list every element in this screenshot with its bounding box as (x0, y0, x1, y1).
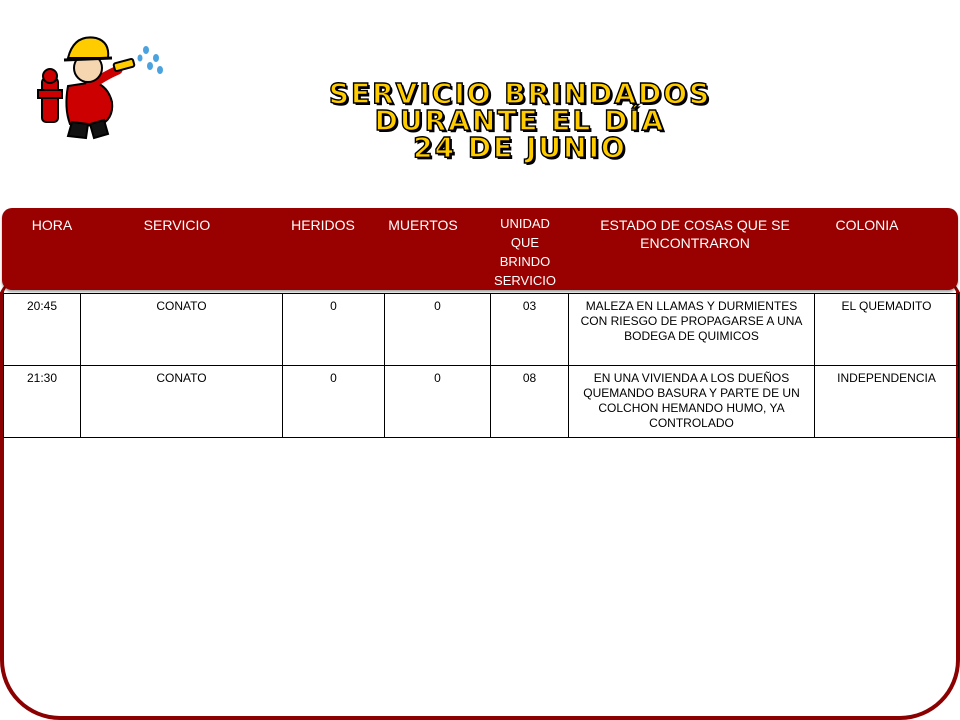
cell-heridos: 0 (283, 366, 385, 438)
title-line-2: DURANTE EL DÍA (374, 104, 666, 137)
cell-estado: EN UNA VIVIENDA A LOS DUEÑOS QUEMANDO BASURA Y PARTE DE UN COLCHON HEMANDO HUMO, YA CONTROLADO (569, 366, 815, 438)
header-unidad (480, 214, 570, 290)
title-line-1: SERVICIO BRINDADOS (328, 77, 712, 110)
table-row (4, 366, 959, 438)
services-table (3, 293, 959, 438)
header-unidad-line-1: UNIDAD (500, 216, 550, 231)
header-hora: HORA (31, 217, 73, 233)
table-row (4, 294, 959, 366)
header-colonia: COLONIA (835, 217, 899, 233)
cell-colonia: INDEPENDENCIA (815, 366, 959, 438)
cell-colonia: EL QUEMADITO (815, 294, 959, 366)
title-line-3: 24 DE JUNIO (413, 131, 627, 164)
header-muertos: MUERTOS (388, 217, 458, 233)
header-unidad-line-3: BRINDO (499, 254, 551, 269)
header-servicio: SERVICIO (143, 217, 211, 233)
cell-servicio: CONATO (81, 366, 283, 438)
cell-unidad: 03 (491, 294, 569, 366)
header-estado: ESTADO DE COSAS QUE SE ENCONTRARON (600, 217, 790, 251)
cell-muertos: 0 (385, 294, 491, 366)
header-unidad-line-4: SERVICIO (494, 273, 556, 288)
firefighter-mascot-icon (28, 28, 168, 146)
cell-hora: 20:45 (4, 294, 81, 366)
page-title (210, 77, 830, 164)
cell-estado: MALEZA EN LLAMAS Y DURMIENTES CON RIESGO DE PROPAGARSE A UNA BODEGA DE QUIMICOS (569, 294, 815, 366)
cell-unidad: 08 (491, 366, 569, 438)
cell-servicio: CONATO (81, 294, 283, 366)
table-header-bar (2, 208, 958, 290)
cell-heridos: 0 (283, 294, 385, 366)
cell-hora: 21:30 (4, 366, 81, 438)
header-heridos: HERIDOS (291, 217, 355, 233)
header-unidad-line-2: QUE (510, 235, 540, 250)
cell-muertos: 0 (385, 366, 491, 438)
